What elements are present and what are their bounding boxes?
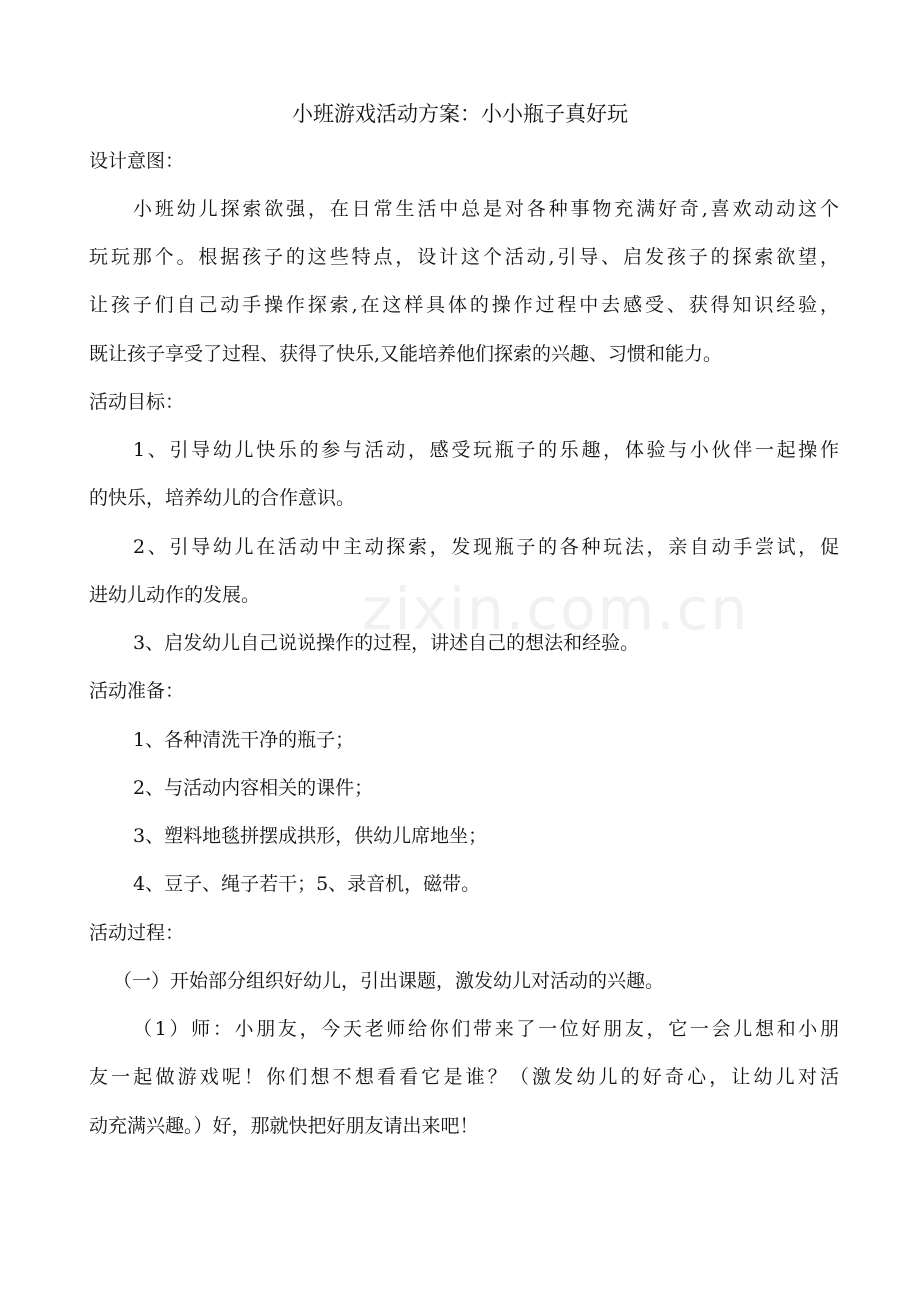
section-heading: （一）开始部分组织好幼儿，引出课题，激发幼儿对活动的兴趣。 <box>113 970 665 992</box>
paragraph-line: 3、启发幼儿自己说说操作的过程，讲述自己的想法和经验。 <box>133 632 640 654</box>
heading-activity-process: 活动过程： <box>89 922 185 944</box>
paragraph-line: 动充满兴趣。）好，那就快把好朋友请出来吧！ <box>89 1115 479 1137</box>
heading-design-intent: 设计意图： <box>89 150 185 172</box>
list-item: 4、豆子、绳子若干；5、录音机，磁带。 <box>133 873 481 895</box>
heading-activity-goals: 活动目标： <box>89 391 185 413</box>
paragraph-line: 玩玩那个。根据孩子的这些特点，设计这个活动,引导、启发孩子的探索欲望， <box>89 246 839 268</box>
list-item: 1、各种清洗干净的瓶子； <box>133 729 355 751</box>
paragraph-line: （1）师：小朋友，今天老师给你们带来了一位好朋友，它一会儿想和小朋 <box>133 1018 839 1040</box>
paragraph-line: 的快乐，培养幼儿的合作意识。 <box>89 487 356 509</box>
paragraph-line: 既让孩子享受了过程、获得了快乐,又能培养他们探索的兴趣、习惯和能力。 <box>89 343 723 365</box>
heading-activity-preparation: 活动准备： <box>89 680 185 702</box>
paragraph-line: 1、引导幼儿快乐的参与活动，感受玩瓶子的乐趣，体验与小伙伴一起操作 <box>133 439 839 461</box>
paragraph-line: 小班幼儿探索欲强，在日常生活中总是对各种事物充满好奇,喜欢动动这个 <box>133 198 839 220</box>
list-item: 2、与活动内容相关的课件； <box>133 777 374 799</box>
document-title: 小班游戏活动方案：小小瓶子真好玩 <box>292 102 628 126</box>
watermark-text: zixin.com.cn <box>362 575 750 643</box>
list-item: 3、塑料地毯拼摆成拱形，供幼儿席地坐； <box>133 825 488 847</box>
paragraph-line: 2、引导幼儿在活动中主动探索，发现瓶子的各种玩法，亲自动手尝试，促 <box>133 536 839 558</box>
paragraph-line: 让孩子们自己动手操作探索,在这样具体的操作过程中去感受、获得知识经验， <box>89 294 839 316</box>
paragraph-line: 友一起做游戏呢！你们想不想看看它是谁？（激发幼儿的好奇心，让幼儿对活 <box>89 1066 839 1088</box>
paragraph-line: 进幼儿动作的发展。 <box>89 584 261 606</box>
